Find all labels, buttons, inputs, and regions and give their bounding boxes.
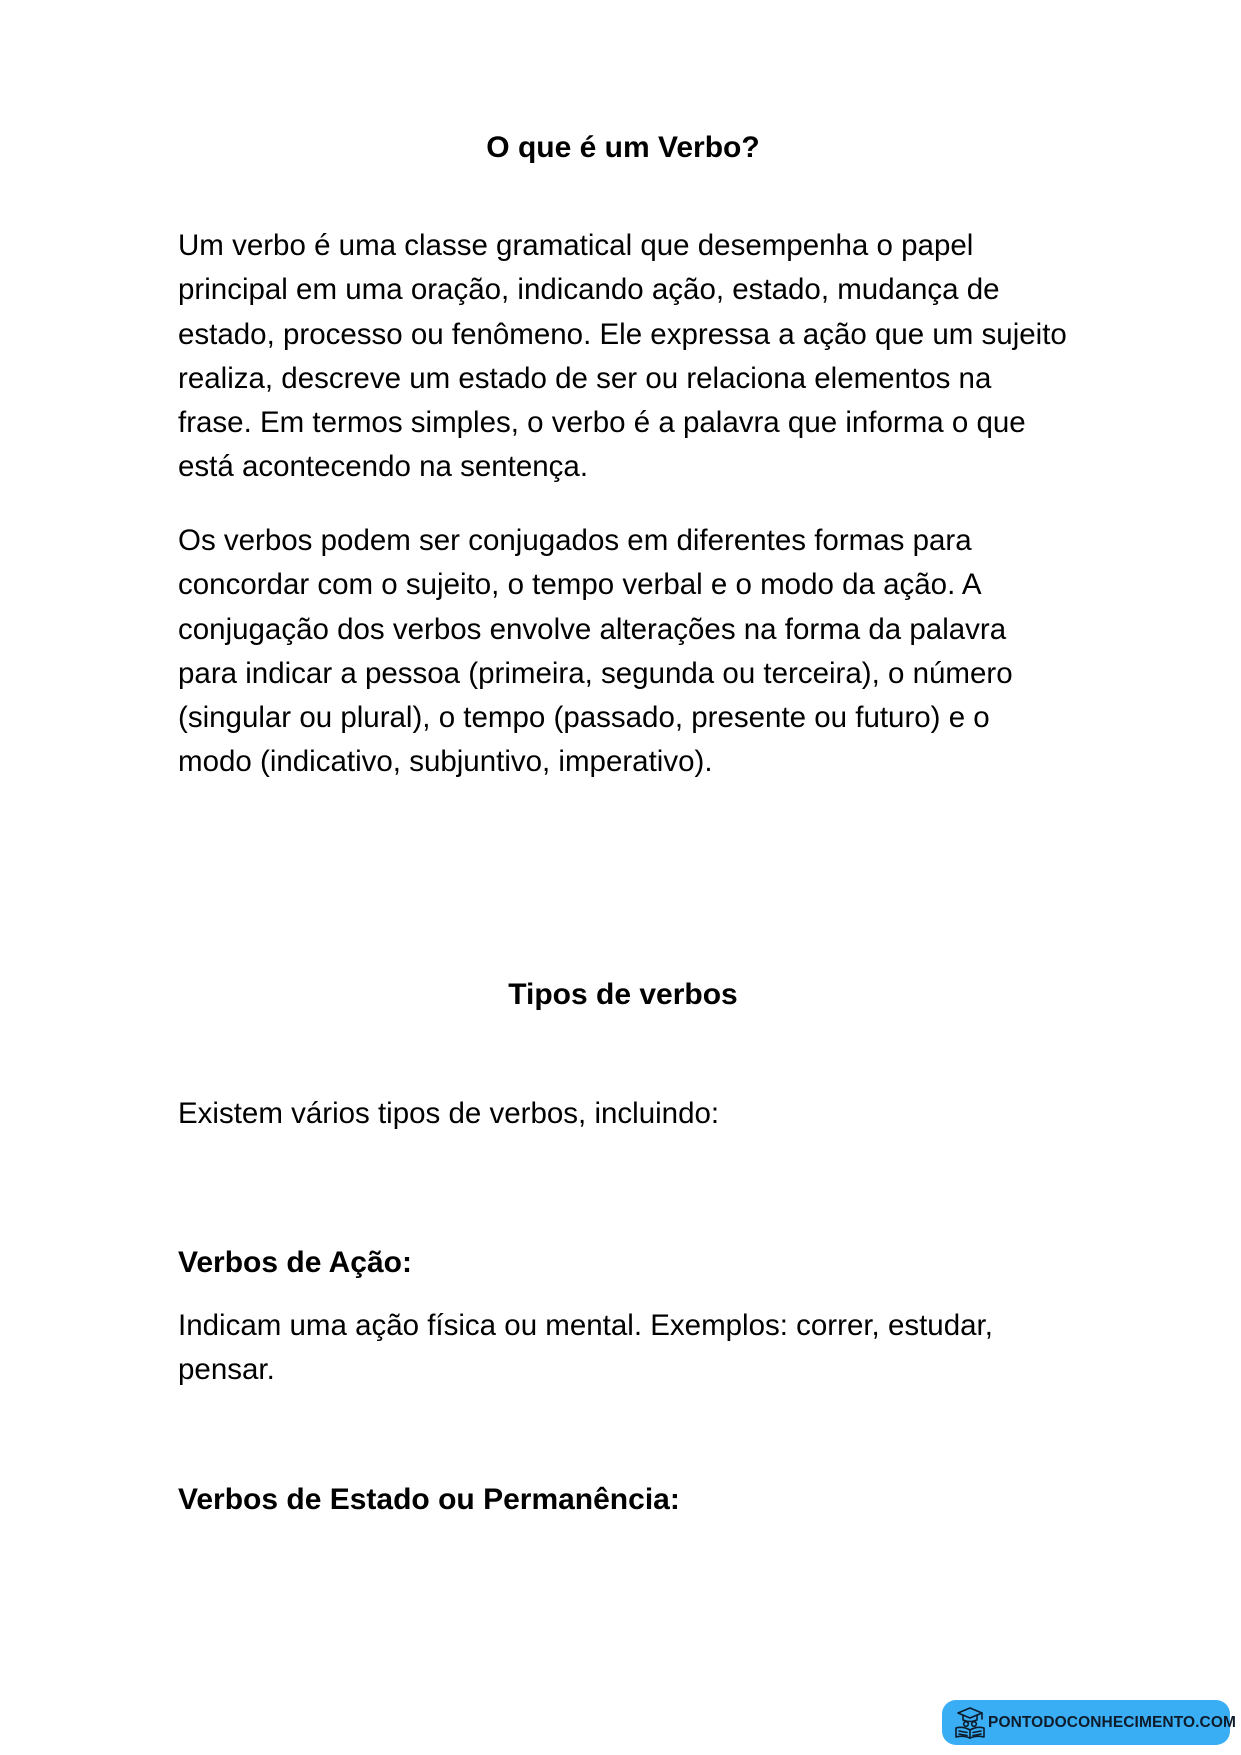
action-verbs-description: Indicam uma ação física ou mental. Exemplos: correr, estudar, pensar. bbox=[178, 1309, 993, 1387]
paragraph-conjugation: Os verbos podem ser conjugados em diferentes formas para concordar com o sujeito, o tempo verbal e o modo da ação. A conjugação dos verbos envolve alterações na forma da palavra para indicar a pessoa (primeira, segunda ou terceira), o número (singular ou plural), o tempo (passado, presente ou futuro) e o modo (indicativo, subjuntivo, imperativo). bbox=[178, 524, 1013, 779]
watermark-badge[interactable] bbox=[942, 1700, 1237, 1745]
watermark-label: PONTODOCONHECIMENTO.COM bbox=[988, 1713, 1237, 1731]
graduation-book-icon bbox=[954, 1706, 986, 1740]
paragraph-definition: Um verbo é uma classe gramatical que desempenha o papel principal em uma oração, indicando ação, estado, mudança de estado, processo ou fenômeno. Ele expressa a ação que um sujeito realiza, descreve um estado de ser ou relaciona elementos na frase. Em termos simples, o verbo é a palavra que informa o que está acontecendo na sentença. bbox=[178, 229, 1067, 484]
types-intro: Existem vários tipos de verbos, incluindo: bbox=[178, 1097, 720, 1130]
subheading-state-verbs: Verbos de Estado ou Permanência: bbox=[178, 1483, 680, 1516]
subheading-action-verbs: Verbos de Ação: bbox=[178, 1246, 412, 1279]
page-title: O que é um Verbo? bbox=[486, 131, 760, 164]
section-title: Tipos de verbos bbox=[508, 978, 738, 1011]
